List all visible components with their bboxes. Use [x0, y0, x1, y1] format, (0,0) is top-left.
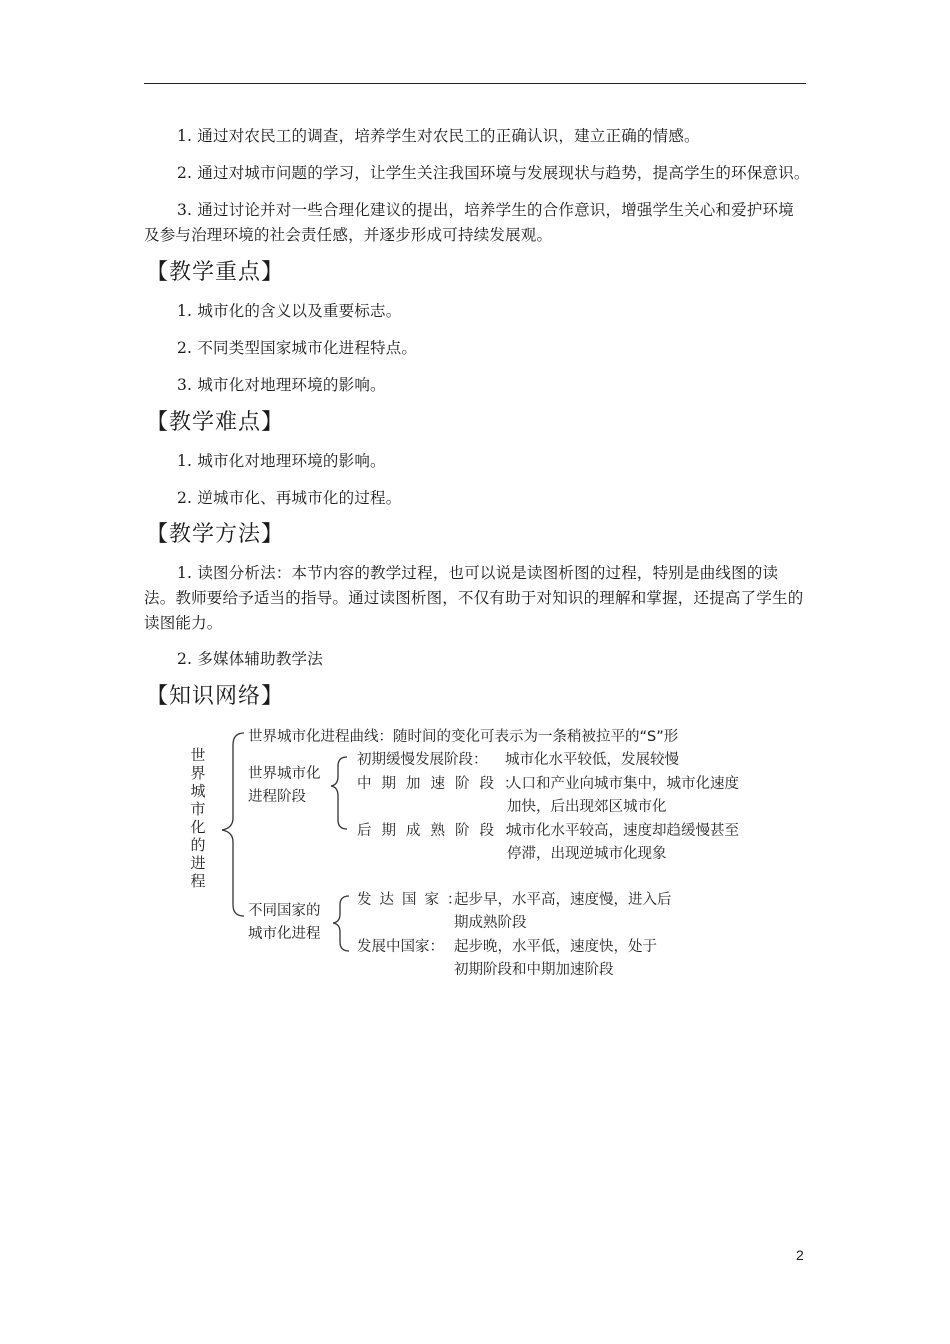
- key-point-3: 3. 城市化对地理环境的影响。: [177, 376, 386, 394]
- developing-label: 发展中国家：: [357, 939, 444, 955]
- developing-text-2: 初期阶段和中期加速阶段: [454, 962, 614, 978]
- key-point-2: 2. 不同类型国家城市化进程特点。: [177, 339, 418, 357]
- countries-brace: [333, 896, 349, 951]
- developed-text-1: 起步早，水平高，速度慢，进入后: [454, 892, 672, 908]
- curve-description: 世界城市化进程曲线：随时间的变化可表示为一条稍被拉平的“S”形: [248, 729, 679, 745]
- page-number: 2: [796, 1247, 804, 1263]
- developed-text-2: 期成熟阶段: [454, 915, 527, 931]
- early-stage-text: 城市化水平较低，发展较慢: [505, 752, 679, 768]
- heading-methods: 【教学方法】: [146, 522, 285, 547]
- middle-stage-label: 中期加速阶段：: [357, 776, 529, 792]
- diagram-root-label: [190, 746, 208, 890]
- heading-key-points: 【教学重点】: [146, 260, 285, 285]
- root-text: 世界城市化的进程: [190, 746, 206, 890]
- middle-stage-text-2: 加快，后出现郊区城市化: [507, 799, 667, 815]
- objective-1: 1. 通过对农民工的调查，培养学生对农民工的正确认识，建立正确的情感。: [177, 127, 700, 145]
- objective-3: 3. 通过讨论并对一些合理化建议的提出，培养学生的合作意识，增强学生关心和爱护环境及参与治理环境的社会责任感，并逐步形成可持续发展观。: [144, 201, 794, 244]
- developing-text-1: 起步晚，水平低，速度快，处于: [454, 939, 657, 955]
- objective-2: 2. 通过对城市问题的学习，让学生关注我国环境与发展现状与趋势，提高学生的环保意识。: [177, 164, 810, 182]
- stages-brace: [331, 757, 347, 829]
- countries-label-line1: 不同国家的: [248, 903, 321, 919]
- key-point-1: 1. 城市化的含义以及重要标志。: [177, 302, 402, 320]
- stages-label-line2: 进程阶段: [248, 789, 306, 805]
- heading-network: 【知识网络】: [146, 684, 285, 709]
- stages-label-line1: 世界城市化: [248, 766, 321, 782]
- late-stage-text-2: 停滞，出现逆城市化现象: [507, 846, 667, 862]
- heading-difficulties: 【教学难点】: [146, 410, 285, 435]
- difficulty-1: 1. 城市化对地理环境的影响。: [177, 452, 386, 470]
- late-stage-label: 后期成熟阶段：: [357, 823, 529, 839]
- developed-label: 发达国家：: [357, 892, 470, 908]
- method-2: 2. 多媒体辅助教学法: [177, 650, 323, 668]
- difficulty-2: 2. 逆城市化、再城市化的过程。: [177, 489, 402, 507]
- main-brace: [222, 733, 244, 916]
- late-stage-text-1: 城市化水平较高，速度却趋缓慢甚至: [507, 823, 739, 839]
- early-stage-label: 初期缓慢发展阶段：: [357, 752, 488, 768]
- countries-label-line2: 城市化进程: [248, 926, 321, 942]
- method-1: 1. 读图分析法：本节内容的教学过程，也可以说是读图析图的过程，特别是曲线图的读法。教师要给予适当的指导。通过读图析图，不仅有助于对知识的理解和掌握，还提高了学生的读图能力。: [144, 564, 804, 632]
- middle-stage-text-1: 人口和产业向城市集中，城市化速度: [507, 776, 739, 792]
